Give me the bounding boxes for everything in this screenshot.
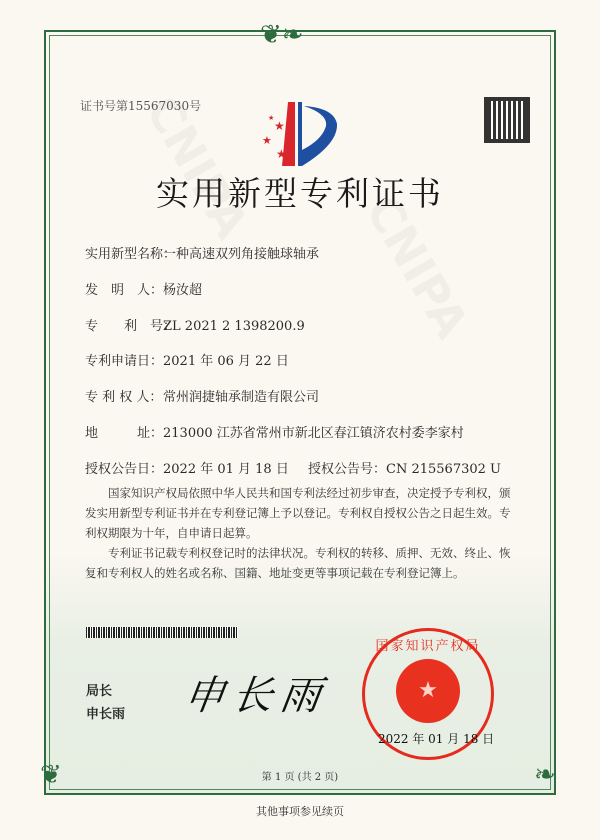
field-application-date: 专利申请日：2021 年 06 月 22 日 — [85, 354, 289, 369]
svg-text:★: ★ — [262, 134, 272, 147]
national-emblem-icon: ★ — [396, 659, 460, 723]
top-ornament-icon: ❦❧ — [260, 20, 304, 50]
field-patentee: 专 利 权 人：常州润捷轴承制造有限公司 — [85, 390, 320, 405]
corner-ornament-icon: ❦ — [40, 760, 62, 790]
field-address: 地 址：213000 江苏省常州市新北区春江镇济农村委李家村 — [85, 426, 464, 441]
svg-text:★: ★ — [268, 114, 275, 122]
corner-ornament-icon: ❧ — [534, 760, 556, 790]
signature — [181, 664, 333, 721]
field-inventor: 发 明 人：杨汝超 — [85, 283, 203, 298]
cnipa-logo-icon — [262, 100, 342, 168]
qr-code — [484, 97, 530, 143]
director-title: 局长 — [86, 684, 113, 699]
signature-text: 申长雨 — [181, 673, 332, 719]
legal-status-statement: 专利证书记载专利权登记时的法律状况。专利权的转移、质押、无效、终止、恢复和专利权人的姓名或名称、国籍、地址变更等事项记载在专利登记簿上。 — [85, 546, 511, 580]
footer-note: 其他事项参见续页 — [256, 805, 344, 818]
field-announcement-number: 授权公告号：CN 215567302 U — [308, 462, 501, 477]
field-announcement-date: 授权公告日：2022 年 01 月 18 日 — [85, 462, 289, 477]
grant-statement: 国家知识产权局依照中华人民共和国专利法经过初步审查，决定授予专利权，颁发实用新型专利证书并在专利登记簿上予以登记。专利权自授权公告之日起生效。专利权期限为十年，自申请日起算。 — [85, 486, 511, 540]
svg-text:★: ★ — [276, 147, 287, 161]
director-name: 申长雨 — [86, 707, 126, 722]
svg-text:★: ★ — [274, 119, 285, 133]
seal-date: 2022 年 01 月 18 日 — [378, 732, 495, 746]
seal-text: 国家知识产权局 — [375, 639, 481, 654]
field-utility-model-name: 实用新型名称：一种高速双列角接触球轴承 — [85, 247, 320, 262]
page-title: 实用新型专利证书 — [156, 174, 444, 213]
page-indicator: 第 1 页 (共 2 页) — [261, 772, 339, 783]
field-patent-number: 专 利 号：ZL 2021 2 1398200.9 — [85, 319, 305, 334]
certificate-number: 证书号第15567030号 — [80, 99, 202, 113]
barcode — [86, 627, 238, 638]
